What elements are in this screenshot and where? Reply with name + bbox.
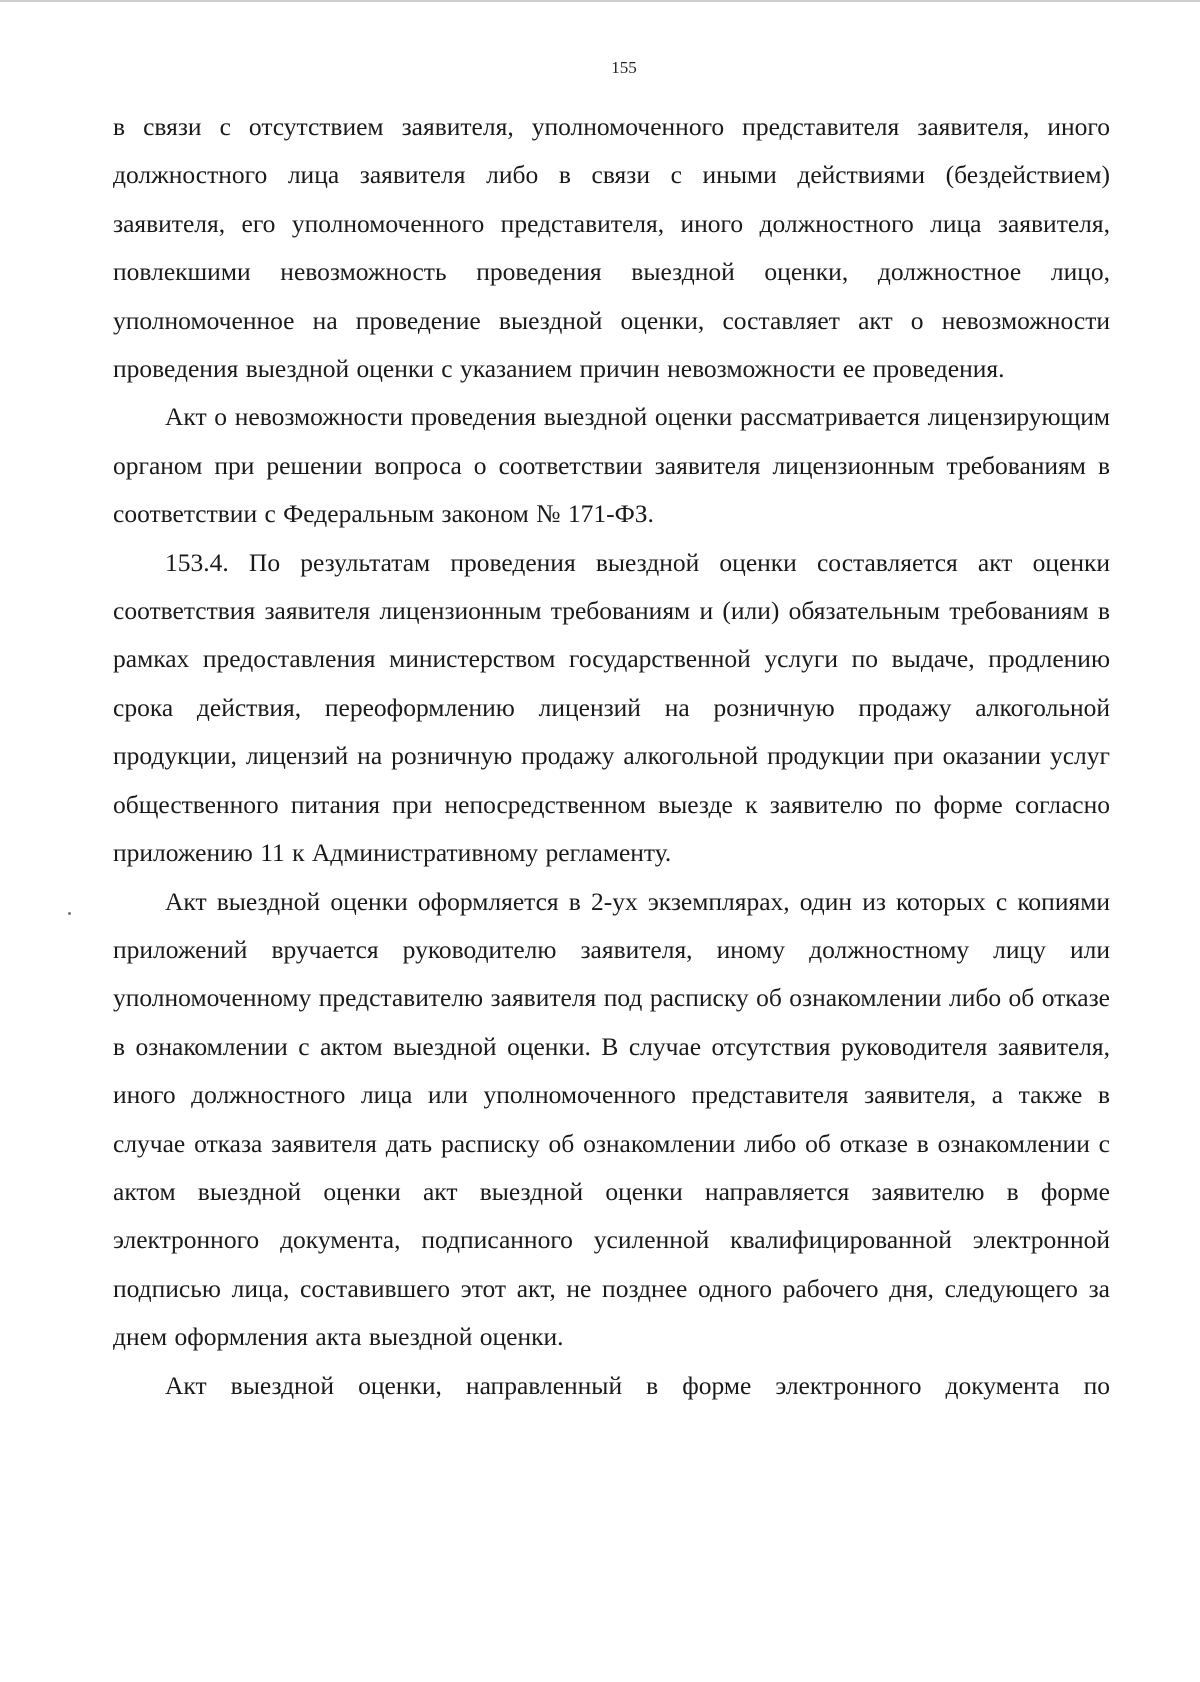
page-number: 155: [611, 58, 637, 77]
paragraph-act-impossibility: Акт о невозможности проведения выездной оценки рассматривается лицензирующим органом при решении вопроса о соответствии заявителя лицензионным требованиям в соответствии с Федеральным законом № 171-ФЗ.: [113, 402, 1110, 529]
paragraph-153-4: 153.4. По результатам проведения выездной оценки составляется акт оценки соответствия заявителя лицензионным требованиям и (или) обязательным требованиям в рамках предоставления министерством государственной услуги по выдаче, продлению срока действия, переоформлению лицензий на розничную продажу алкогольной продукции, лицензий на розничную продажу алкогольной продукции при оказании услуг общественного питания при непосредственном выезде к заявителю по форме согласно приложению 11 к Административному регламенту.: [113, 547, 1110, 868]
scan-speck: [68, 912, 71, 915]
paragraph-continuation: в связи с отсутствием заявителя, уполномоченного представителя заявителя, иного должностного лица заявителя либо в связи с иными действиями (бездействием) заявителя, его уполномоченного представителя, иного должностного лица заявителя, повлекшими невозможность проведения выездной оценки, должностное лицо, уполномоченное на проведение выездной оценки, составляет акт о невозможности проведения выездной оценки с указанием причин невозможности ее проведения.: [113, 112, 1110, 384]
scan-edge: [0, 0, 1200, 2]
paragraph-act-copies: Акт выездной оценки оформляется в 2-ух экземплярах, один из которых с копиями приложений вручается руководителю заявителя, иному должностному лицу или уполномоченному представителю заявителя под расписку об ознакомлении либо об отказе в ознакомлении с актом выездной оценки. В случае отсутствия руководителя заявителя, иного должностного лица или уполномоченного представителя заявителя, а также в случае отказа заявителя дать расписку об ознакомлении либо об отказе в ознакомлении с актом выездной оценки акт выездной оценки направляется заявителю в форме электронного документа, подписанного усиленной квалифицированной электронной подписью лица, составившего этот акт, не позднее одного рабочего дня, следующего за днем оформления акта выездной оценки.: [113, 886, 1110, 1352]
paragraph-electronic-act: Акт выездной оценки, направленный в форме электронного документа по: [165, 1370, 1110, 1400]
document-body: [113, 103, 1110, 1410]
